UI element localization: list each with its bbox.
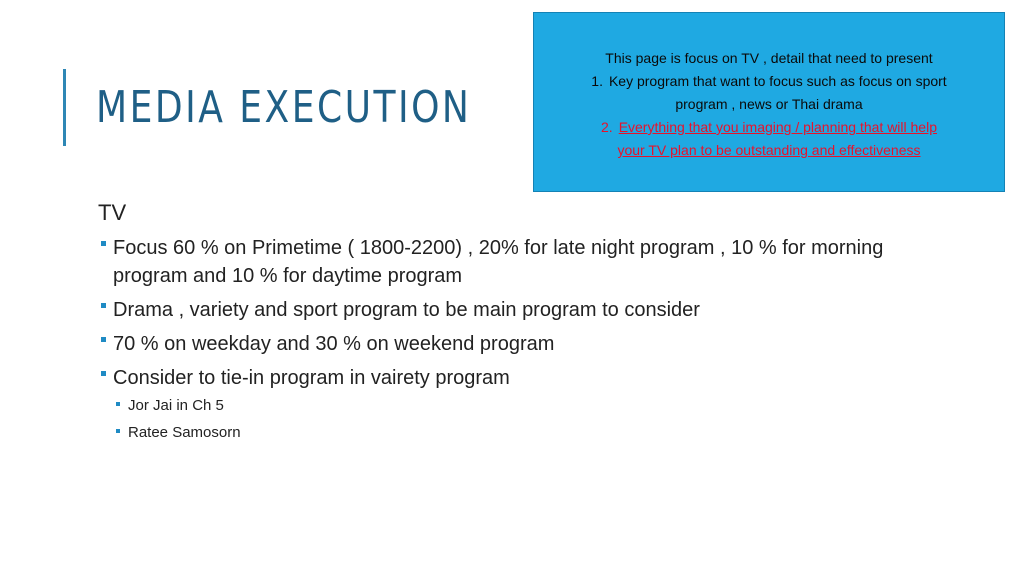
- bullet-marker-icon: [101, 337, 106, 342]
- note-item-2-text: Everything that you imaging / planning that will help: [618, 119, 937, 135]
- note-item-2-line-1: [534, 116, 1004, 139]
- sub-list-item-text: Ratee Samosorn: [128, 424, 241, 441]
- note-item-1-text: Key program that want to focus such as focus on sport: [608, 73, 947, 89]
- bullet-marker-icon: [101, 241, 106, 246]
- bullet-marker-icon: [101, 303, 106, 308]
- list-item-text: 70 % on weekday and 30 % on weekend program: [113, 333, 555, 355]
- bullet-marker-icon: [101, 371, 106, 376]
- note-item-2-number: 2.: [601, 119, 613, 135]
- sub-bullet-marker-icon: [116, 402, 120, 406]
- note-item-1-line-1: [534, 70, 1004, 93]
- note-intro: This page is focus on TV , detail that need to present: [605, 50, 933, 66]
- note-item-1-number: 1.: [591, 73, 603, 89]
- list-item-text: Consider to tie-in program in vairety program: [113, 367, 510, 389]
- list-item-text: Focus 60 % on Primetime ( 1800-2200) , 20% for late night program , 10 % for morning program and 10 % for daytime program: [113, 237, 884, 287]
- note-item-2-text-cont: your TV plan to be outstanding and effectiveness: [617, 142, 921, 158]
- sub-bullet-marker-icon: [116, 429, 120, 433]
- list-item: [100, 364, 920, 392]
- sub-list-item: [115, 396, 241, 416]
- note-item-1-line-2: program , news or Thai drama: [675, 96, 863, 112]
- list-item: [100, 234, 920, 290]
- presenter-note-box: [533, 12, 1005, 192]
- list-item: [100, 330, 920, 358]
- slide-title: MEDIA EXECUTION: [96, 82, 472, 133]
- section-heading: TV: [98, 200, 127, 225]
- list-item: [100, 296, 920, 324]
- sub-bullet-list: [115, 396, 241, 450]
- bullet-list: [100, 234, 920, 398]
- list-item-text: Drama , variety and sport program to be main program to consider: [113, 299, 700, 321]
- sub-list-item-text: Jor Jai in Ch 5: [128, 397, 224, 414]
- note-item-2-line-2: [534, 139, 1004, 162]
- title-accent-bar: [63, 69, 66, 146]
- sub-list-item: [115, 423, 241, 443]
